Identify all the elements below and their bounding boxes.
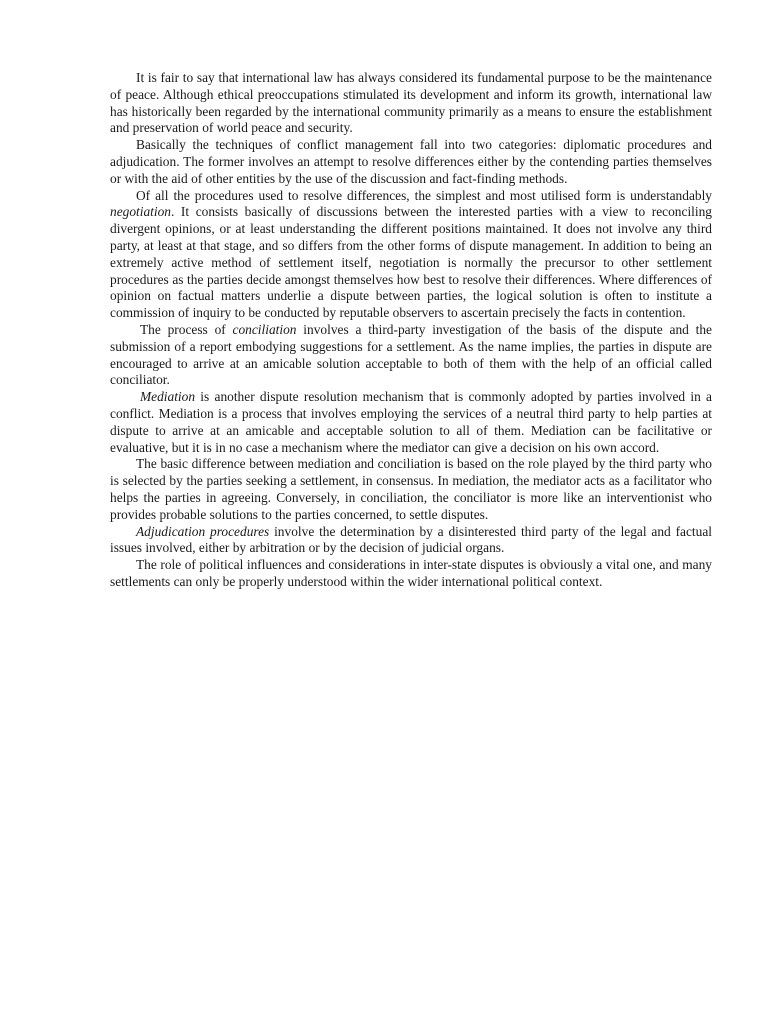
paragraph-text: Of all the procedures used to resolve differences, the simplest and most utilised form is understandably <box>136 187 712 203</box>
paragraph-text: The role of political influences and considerations in inter-state disputes is obviously a vital one, and many settlements can only be properly understood within the wider international political context. <box>110 557 712 589</box>
paragraph-negotiation <box>110 188 712 322</box>
paragraph-mediation <box>110 389 712 456</box>
paragraph-text: Basically the techniques of conflict management fall into two categories: diplomatic procedures and adjudication. The former involves an attempt to resolve differences either by the contending parties themselves or with the aid of other entities by the use of the discussion and fact-finding methods. <box>110 137 712 186</box>
paragraph-text: The process of <box>140 321 233 337</box>
term-adjudication-procedures: Adjudication procedures <box>136 523 270 539</box>
term-conciliation: conciliation <box>232 321 297 337</box>
paragraph-text: It is fair to say that international law has always considered its fundamental purpose to be the maintenance of peace. Although ethical preoccupations stimulated its development and inform its growth, international law has historically been regarded by the international community primarily as a means to ensure the establishment and preservation of world peace and security. <box>110 70 712 136</box>
paragraph-text: . It consists basically of discussions between the interested parties with a view to reconciling divergent opinions, or at least understanding the different positions maintained. It does not involve any third party, at least at that stage, and so differs from the other forms of dispute management. In addition to being an extremely active method of settlement itself, negotiation is normally the precursor to other settlement procedures as the parties decide amongst themselves how best to resolve their differences. Where differences of opinion on factual matters underlie a dispute between parties, the logical solution is often to institute a commission of inquiry to be conducted by reputable observers to ascertain precisely the facts in contention. <box>110 204 712 321</box>
paragraph-peace-purpose <box>110 70 712 137</box>
paragraph-political-influences <box>110 557 712 591</box>
paragraph-text: involve the determination by a disinterested third party of the legal and factual issues involved, either by arbitration or by the decision of judicial organs. <box>110 523 713 556</box>
paragraph-mediation-vs-conciliation <box>110 456 712 523</box>
document-body <box>110 70 712 591</box>
term-mediation: Mediation <box>140 389 196 405</box>
paragraph-text: is another dispute resolution mechanism that is commonly adopted by parties involved in a conflict. Mediation is a process that involves employing the services of a neutral third party to help parties at dispute to arrive at an amicable and acceptable solution to all of them. Mediation can be facilitative or evaluative, but it is in no case a mechanism where the mediator can give a decision on his own accord. <box>110 389 712 455</box>
paragraph-conciliation <box>110 322 712 389</box>
term-negotiation: negotiation <box>110 204 171 220</box>
paragraph-text: The basic difference between mediation and conciliation is based on the role played by the third party who is selected by the parties seeking a settlement, in consensus. In mediation, the mediator acts as a facilitator who helps the parties in agreeing. Conversely, in conciliation, the conciliator is more like an interventionist who provides probable solutions to the parties concerned, to settle disputes. <box>110 456 712 522</box>
paragraph-conflict-techniques <box>110 137 712 187</box>
paragraph-adjudication <box>110 524 712 558</box>
paragraph-text: involves a third-party investigation of the basis of the dispute and the submission of a report embodying suggestions for a settlement. As the name implies, the parties in dispute are encouraged to arrive at an amicable solution acceptable to both of them with the help of an official called conciliator. <box>110 321 712 388</box>
